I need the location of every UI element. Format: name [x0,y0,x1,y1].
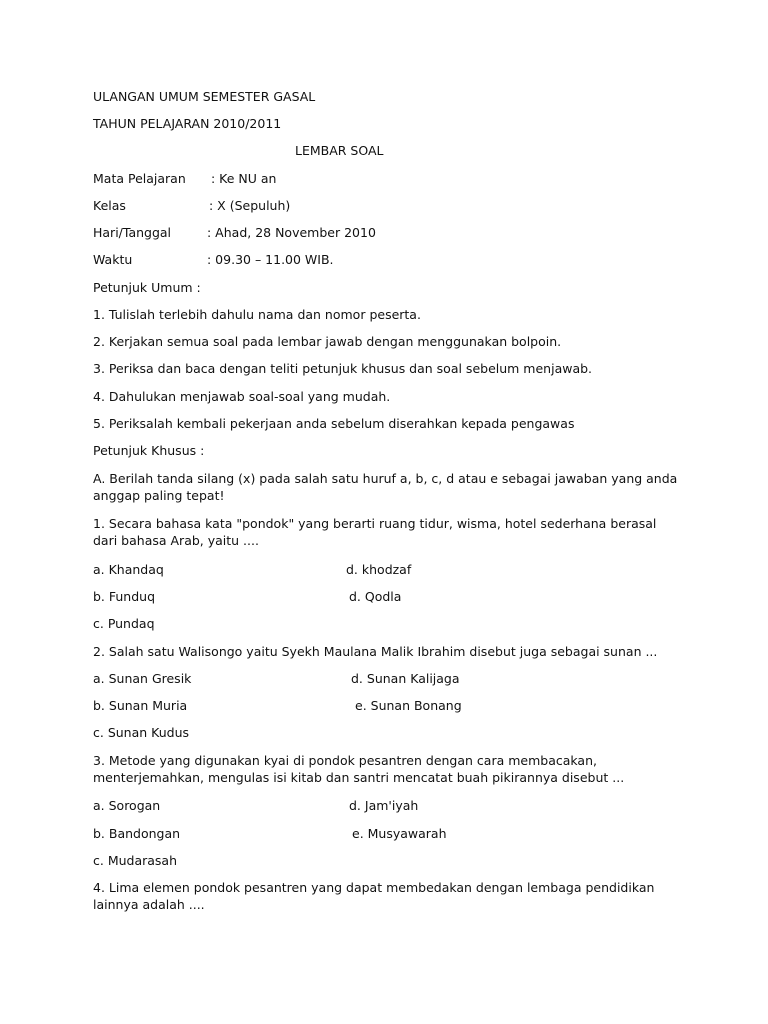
question-2: 2. Salah satu Walisongo yaitu Syekh Maulana Malik Ibrahim disebut juga sebagai sunan ... [93,644,658,659]
general-item: 3. Periksa dan baca dengan teliti petunjuk khusus dan soal sebelum menjawab. [93,361,593,376]
class-value: : X (Sepuluh) [209,198,291,213]
q1-option-c: c. Pundaq [93,616,155,631]
q2-option-e: e. Sunan Bonang [355,698,462,713]
info-class [93,197,290,214]
info-time [93,251,334,268]
q2-option-a: a. Sunan Gresik [93,671,192,686]
q1-option-d: d. khodzaf [346,562,412,577]
q3-option-a: a. Sorogan [93,798,161,813]
question-3: 3. Metode yang digunakan kyai di pondok pesantren dengan cara membacakan, menterjemahkan, mengulas isi kitab dan santri mencatat buah pikirannya disebut ... [93,753,625,785]
time-label: Waktu [93,252,133,267]
special-instruction: A. Berilah tanda silang (x) pada salah satu huruf a, b, c, d atau e sebagai jawaban yang anda anggap paling tepat! [93,471,678,503]
info-subject [93,170,276,187]
general-item: 2. Kerjakan semua soal pada lembar jawab dengan menggunakan bolpoin. [93,334,562,349]
general-item: 4. Dahulukan menjawab soal-soal yang mudah. [93,389,391,404]
sheet-title: LEMBAR SOAL [295,143,384,158]
date-label: Hari/Tanggal [93,225,172,240]
q2-option-c: c. Sunan Kudus [93,725,190,740]
question-4: 4. Lima elemen pondok pesantren yang dapat membedakan dengan lembaga pendidikan lainnya adalah .... [93,880,655,912]
date-value: : Ahad, 28 November 2010 [207,225,376,240]
general-item: 5. Periksalah kembali pekerjaan anda sebelum diserahkan kepada pengawas [93,416,575,431]
academic-year: TAHUN PELAJARAN 2010/2011 [93,116,282,131]
q1-option-a: a. Khandaq [93,562,164,577]
general-heading: Petunjuk Umum : [93,280,201,295]
subject-value: : Ke NU an [211,171,277,186]
q2-option-b: b. Sunan Muria [93,698,188,713]
q3-option-b: b. Bandongan [93,826,181,841]
q3-option-d: d. Jam'iyah [349,798,419,813]
q1-option-e: d. Qodla [349,589,402,604]
exam-title: ULANGAN UMUM SEMESTER GASAL [93,89,316,104]
time-value: : 09.30 – 11.00 WIB. [207,252,334,267]
q1-option-b: b. Funduq [93,589,156,604]
question-1: 1. Secara bahasa kata "pondok" yang berarti ruang tidur, wisma, hotel sederhana berasal dari bahasa Arab, yaitu .... [93,516,657,548]
special-heading: Petunjuk Khusus : [93,443,205,458]
general-item: 1. Tulislah terlebih dahulu nama dan nomor peserta. [93,307,421,322]
class-label: Kelas [93,198,126,213]
q3-option-e: e. Musyawarah [352,826,447,841]
q3-option-c: c. Mudarasah [93,853,178,868]
subject-label: Mata Pelajaran [93,171,186,186]
info-date [93,224,376,241]
q2-option-d: d. Sunan Kalijaga [351,671,460,686]
